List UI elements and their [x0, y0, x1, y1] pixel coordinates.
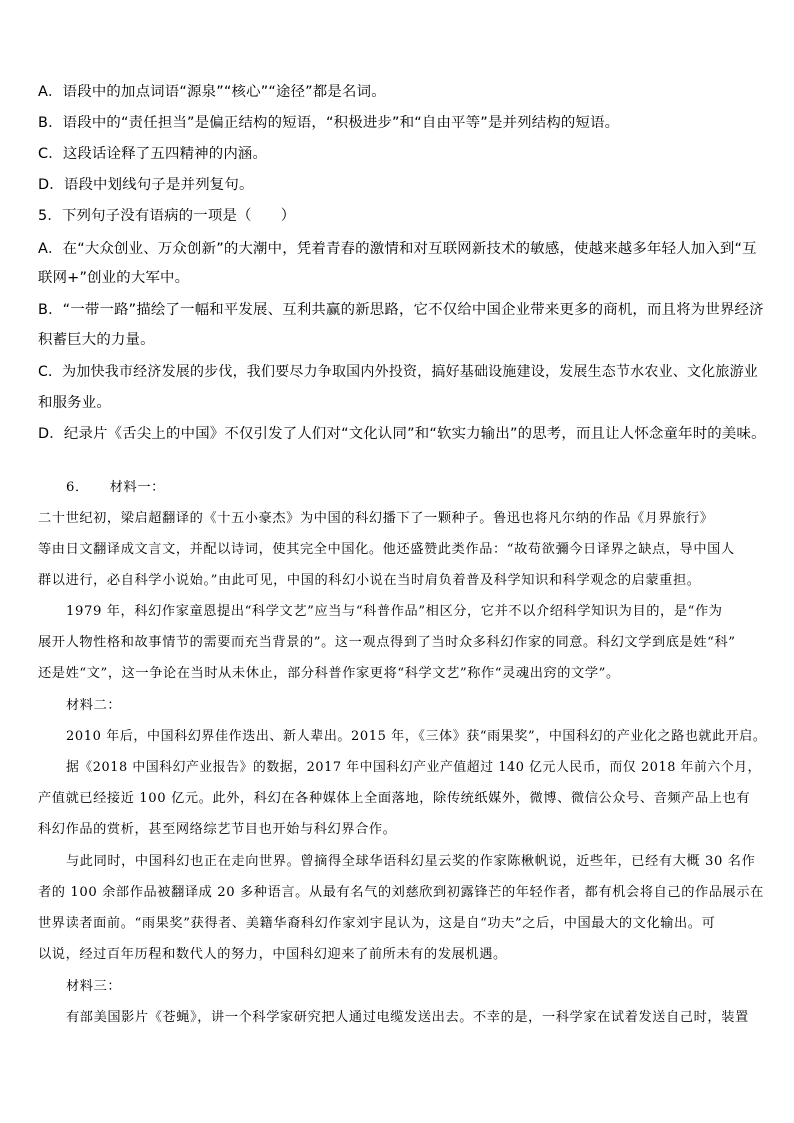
material2-line: 2010 年后，中国科幻界佳作迭出、新人辈出。2015 年，《三体》获“雨果奖”，中国科幻的产业化之路也就此开启。: [66, 729, 767, 744]
material1-line: 二十世纪初，梁启超翻译的《十五小豪杰》为中国的科幻播下了一颗种子。鲁迅也将凡尔纳的作品《月界旅行》: [38, 511, 714, 526]
q5-stem: 5．下列句子没有语病的一项是（ ）: [38, 208, 296, 224]
q4-option-b: B．语段中的“责任担当”是偏正结构的短语，“积极进步”和“自由平等”是并列结构的短语。: [38, 115, 620, 131]
material2-line: 者的 100 余部作品被翻译成 20 多种语言。从最有名气的刘慈欣到初露锋芒的年轻作者，都有机会将自己的作品展示在: [38, 885, 764, 900]
material1-line: 还是姓“文”，这一争论在当时从未休止，部分科普作家更将“科学文艺”称作“灵魂出窍的文学”。: [38, 666, 620, 681]
material2-line: 科幻作品的赏析，甚至网络综艺节目也开始与科幻界合作。: [38, 822, 397, 837]
q5-option-b-line2: 积蓄巨大的力量。: [38, 332, 155, 348]
q5-option-c-line2: 和服务业。: [38, 395, 111, 411]
q6-header: 6． 材料一：: [66, 480, 165, 495]
material2-line: 世界读者面前。“雨果奖”获得者、美籍华裔科幻作家刘宇昆认为，这是自“功夫”之后，中国最大的文化输出。可: [38, 916, 716, 931]
q5-option-a-line1: A．在“大众创业、万众创新”的大潮中，凭着青春的激情和对互联网新技术的敏感，使越来越多年轻人加入到“互: [38, 241, 757, 257]
q5-option-b-line1: B．“一带一路”描绘了一幅和平发展、互利共赢的新思路，它不仅给中国企业带来更多的商机，而且将为世界经济: [38, 302, 764, 318]
q5-option-a-line2: 联网+”创业的大军中。: [38, 270, 190, 286]
material2-label: 材料二：: [66, 698, 122, 713]
material2-line: 据《2018 中国科幻产业报告》的数据，2017 年中国科幻产业产值超过 140 亿元人民币，而仅 2018 年前六个月，: [66, 760, 762, 775]
material1-line: 等由日文翻译成文言文，并配以诗词，使其完全中国化。他还盛赞此类作品：“故苟欲彌今日译界之缺点，导中国人: [38, 542, 735, 557]
material3-label: 材料三：: [66, 979, 122, 994]
q5-option-d: D．纪录片《舌尖上的中国》不仅引发了人们对“文化认同”和“软实力输出”的思考，而且让人怀念童年时的美味。: [38, 426, 766, 442]
q4-option-a: A．语段中的加点词语“源泉”“核心”“途径”都是名词。: [38, 84, 386, 100]
material1-line: 群以进行，必自科学小说始。”由此可见，中国的科幻小说在当时肩负着普及科学知识和科学观念的启蒙重担。: [38, 573, 701, 588]
material1-line: 展开人物性格和故事情节的需要而充当背景的”。这一观点得到了当时众多科幻作家的同意。科幻文学到底是姓“科”: [38, 635, 736, 650]
material2-line: 与此同时，中国科幻也正在走向世界。曾摘得全球华语科幻星云奖的作家陈楸帆说，近些年，已经有大概 30 名作: [66, 854, 756, 869]
material2-line: 产值就已经接近 100 亿元。此外，科幻在各种媒体上全面落地，除传统纸媒外，微博、微信公众号、音频产品上也有: [38, 791, 751, 806]
q4-option-d: D．语段中划线句子是并列复句。: [38, 177, 254, 193]
q4-option-c: C．这段话诠释了五四精神的内涵。: [38, 146, 268, 162]
material2-line: 以说，经过百年历程和数代人的努力，中国科幻迎来了前所未有的发展机遇。: [38, 947, 507, 962]
material1-line: 1979 年，科幻作家童恩提出“科学文艺”应当与“科普作品”相区分，它并不以介绍科学知识为目的，是“作为: [66, 604, 723, 619]
material3-line: 有部美国影片《苍蝇》，讲一个科学家研究把人通过电缆发送出去。不幸的是，一科学家在试着发送自己时，装置: [66, 1010, 749, 1025]
q5-option-c-line1: C．为加快我市经济发展的步伐，我们要尽力争取国内外投资，搞好基础设施建设，发展生态节水农业、文化旅游业: [38, 364, 758, 380]
